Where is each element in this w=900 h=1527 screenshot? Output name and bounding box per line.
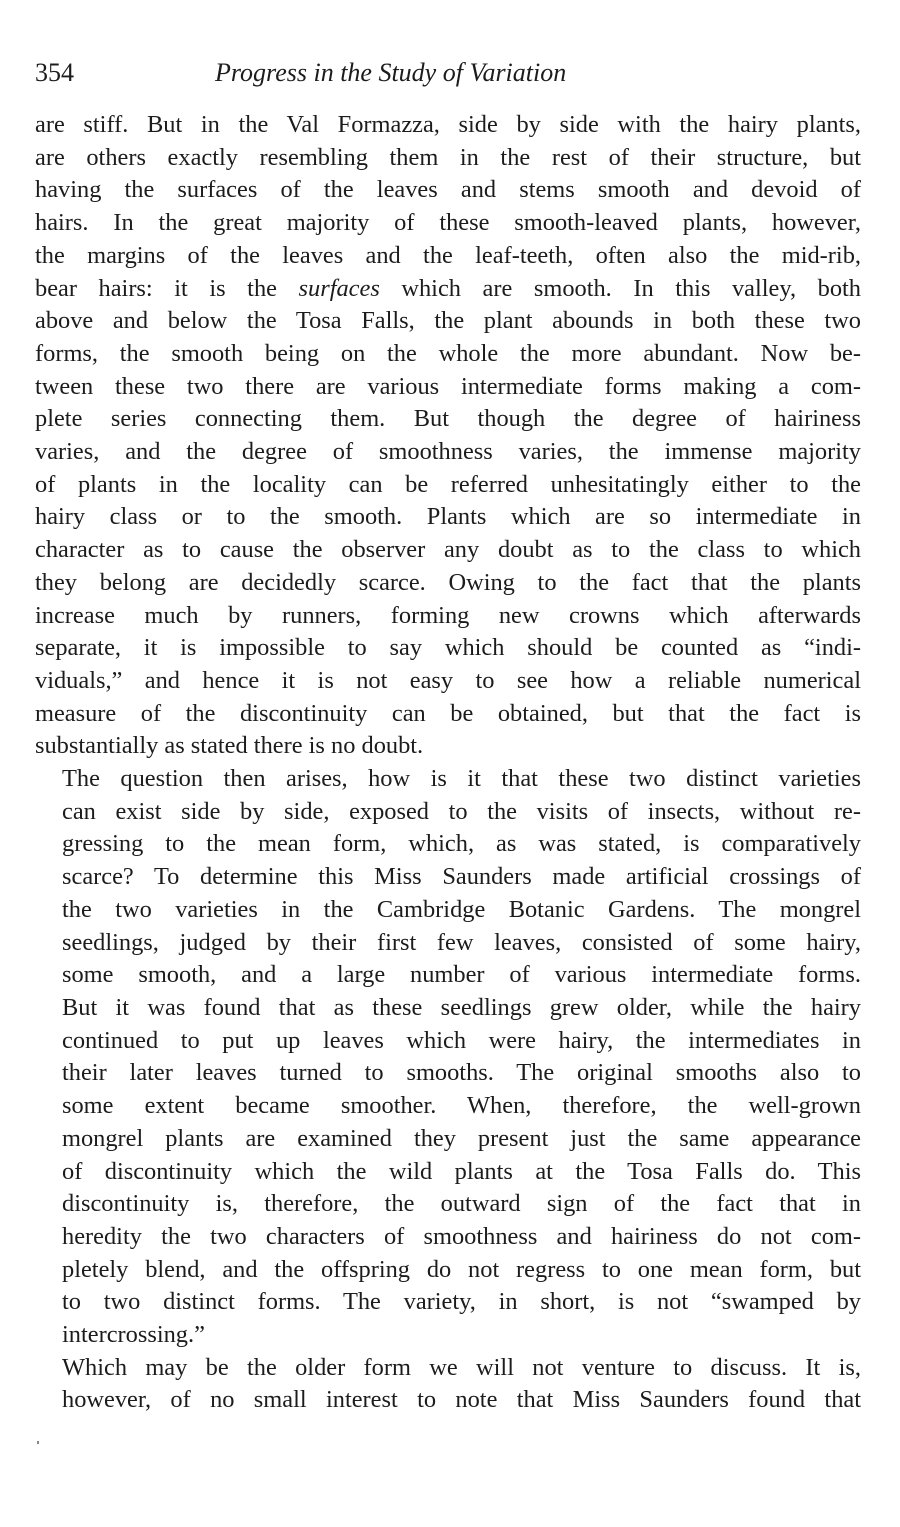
text-line: continued to put up leaves which were hairy, the intermediates in — [62, 1026, 861, 1054]
text-line: But it was found that as these seedlings grew older, while the hairy — [62, 993, 861, 1021]
text-line: hairs. In the great majority of these smooth-leaved plants, however, — [35, 209, 861, 237]
paragraph-3 — [35, 1352, 861, 1417]
text-line: they belong are decidedly scarce. Owing to the fact that the plants — [35, 568, 861, 596]
text-line: character as to cause the observer any doubt as to the class to which — [35, 536, 861, 564]
text-line: seedlings, judged by their first few leaves, consisted of some hairy, — [62, 928, 861, 956]
running-title: Progress in the Study of Variation — [215, 58, 567, 87]
text-line: the two varieties in the Cambridge Botanic Gardens. The mongrel — [62, 895, 861, 923]
text-line: above and below the Tosa Falls, the plant abounds in both these two — [35, 307, 861, 335]
text-line: to two distinct forms. The variety, in short, is not “swamped by — [62, 1288, 861, 1316]
text-line: separate, it is impossible to say which should be counted as “indi- — [35, 634, 861, 662]
paragraph-2 — [35, 763, 861, 1352]
text-line: scarce? To determine this Miss Saunders made artificial crossings of — [62, 863, 861, 891]
page-number: 354 — [35, 58, 74, 87]
text-line: intercrossing.” — [62, 1321, 205, 1349]
scan-speck — [37, 1441, 39, 1444]
text-line: plete series connecting them. But though the degree of hairiness — [35, 405, 861, 433]
text-line: having the surfaces of the leaves and stems smooth and devoid of — [35, 176, 861, 204]
text-line: of discontinuity which the wild plants at the Tosa Falls do. This — [62, 1157, 861, 1185]
text-line: of plants in the locality can be referred unhesitatingly either to the — [35, 470, 861, 498]
emphasis: surfaces — [298, 274, 380, 302]
text-line: heredity the two characters of smoothness and hairiness do not com- — [62, 1222, 861, 1250]
text-line: the margins of the leaves and the leaf-teeth, often also the mid-rib, — [35, 241, 861, 269]
text-line: pletely blend, and the offspring do not regress to one mean form, but — [62, 1255, 861, 1283]
text-line: discontinuity is, therefore, the outward sign of the fact that in — [62, 1190, 861, 1218]
text-line: Which may be the older form we will not venture to discuss. It is, — [62, 1353, 861, 1381]
text-line: viduals,” and hence it is not easy to see how a reliable numerical — [35, 666, 861, 694]
text-line: however, of no small interest to note that Miss Saunders found that — [62, 1386, 861, 1414]
text-line: measure of the discontinuity can be obtained, but that the fact is — [35, 699, 861, 727]
text-line: some smooth, and a large number of various intermediate forms. — [62, 961, 861, 989]
text-line: increase much by runners, forming new crowns which afterwards — [35, 601, 861, 629]
text-line: forms, the smooth being on the whole the more abundant. Now be- — [35, 339, 861, 367]
text-line: varies, and the degree of smoothness varies, the immense majority — [35, 438, 861, 466]
text-line: are others exactly resembling them in the rest of their structure, but — [35, 143, 861, 171]
text-line: tween these two there are various intermediate forms making a com- — [35, 372, 861, 400]
text-line: substantially as stated there is no doubt. — [35, 732, 424, 760]
text-line: their later leaves turned to smooths. The original smooths also to — [62, 1059, 861, 1087]
text-line: mongrel plants are examined they present just the same appearance — [62, 1124, 861, 1152]
text-line: gressing to the mean form, which, as was stated, is comparatively — [62, 830, 861, 858]
text-line: bear hairs: it is the surfaces which are smooth. In this valley, both — [35, 274, 861, 302]
text-line: are stiff. But in the Val Formazza, side by side with the hairy plants, — [35, 111, 861, 138]
running-head — [35, 56, 861, 90]
text-line: can exist side by side, exposed to the visits of insects, without re- — [62, 797, 861, 825]
text-line: some extent became smoother. When, therefore, the well-grown — [62, 1092, 861, 1120]
text-line: The question then arises, how is it that these two distinct varieties — [62, 765, 861, 793]
paragraph-1 — [35, 109, 861, 763]
book-page — [35, 56, 861, 1417]
text-line: hairy class or to the smooth. Plants which are so intermediate in — [35, 503, 861, 531]
body-text — [35, 109, 861, 1417]
